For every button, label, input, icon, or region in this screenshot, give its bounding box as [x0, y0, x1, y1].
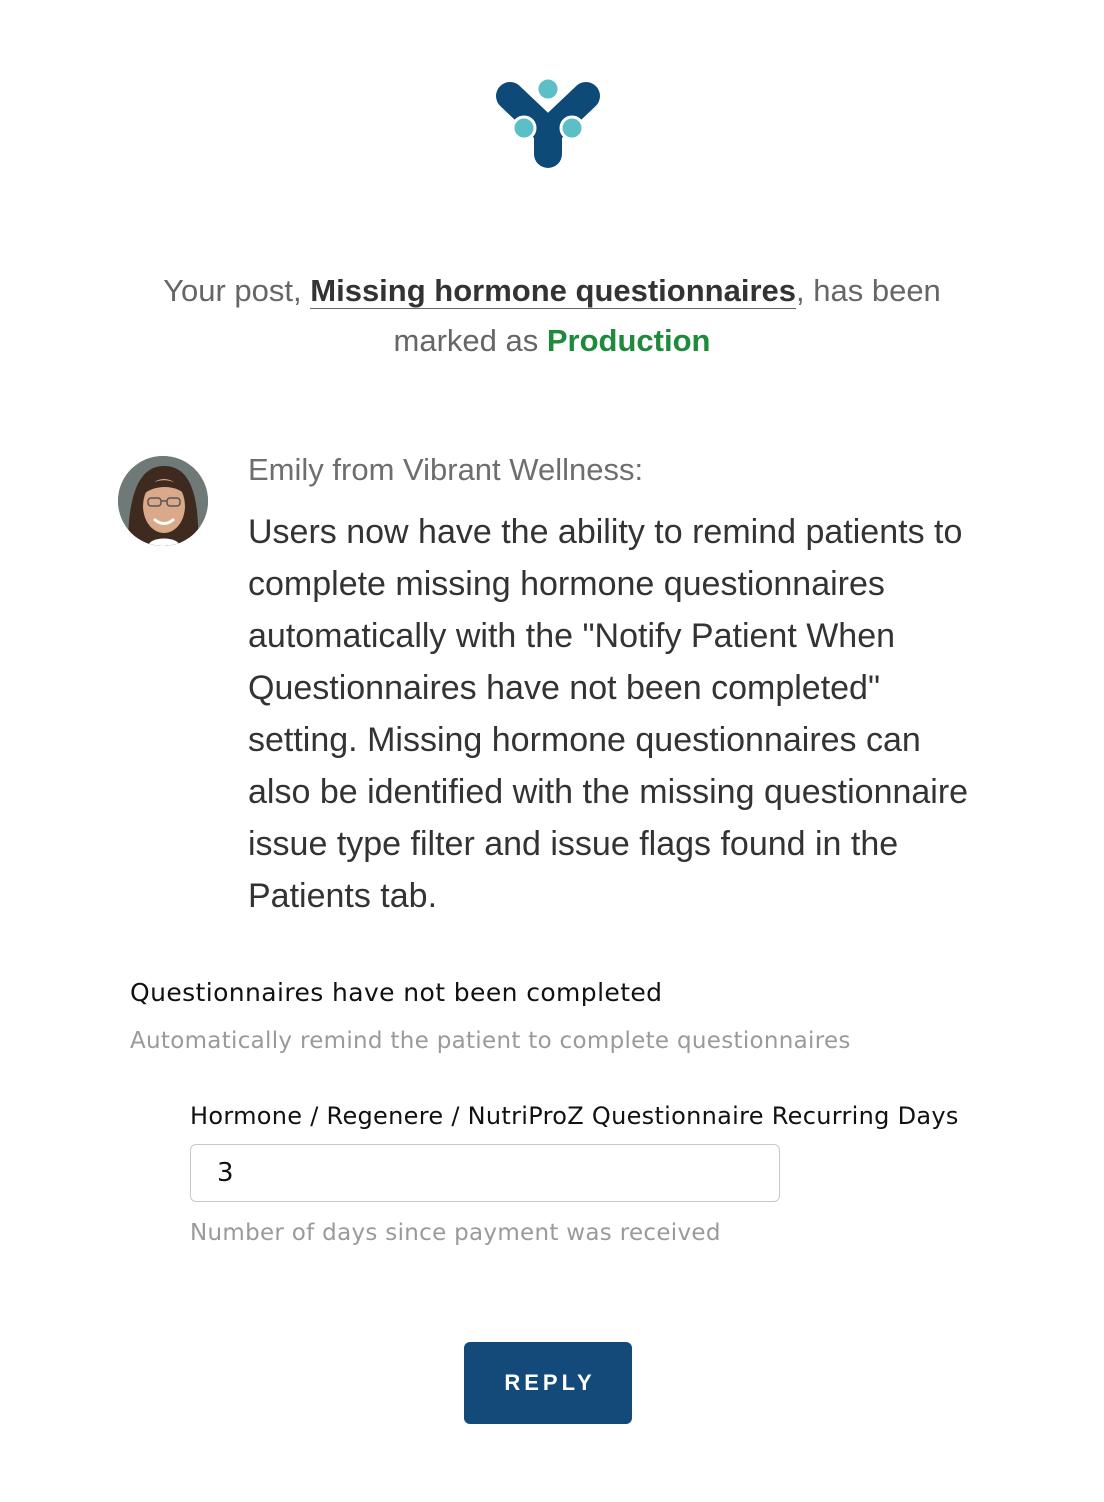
- headline-middle: , has been: [796, 273, 941, 308]
- reply-button[interactable]: REPLY: [464, 1342, 632, 1424]
- logo-dot-right: [561, 117, 583, 139]
- recurring-days-help: Number of days since payment was received: [190, 1220, 721, 1246]
- setting-title: Questionnaires have not been completed: [130, 978, 663, 1007]
- logo-dot-left: [513, 117, 535, 139]
- vibrant-wellness-logo-icon: [496, 76, 600, 172]
- recurring-days-input[interactable]: [190, 1144, 780, 1202]
- comment-author: Emily from Vibrant Wellness:: [248, 452, 644, 487]
- comment-body: Users now have the ability to remind patients to complete missing hormone questionnaires automatically with the "Notify Patient When Questionnaires have not been completed" setting. Missing hormone questionnaires can also be identified with the missing questionnaire issue type filter and issue flags found in the Patients tab.: [248, 513, 969, 915]
- status-badge: Production: [546, 323, 711, 358]
- headline-middle-2: marked as: [393, 323, 547, 358]
- setting-description: Automatically remind the patient to complete questionnaires: [130, 1028, 851, 1054]
- avatar: [118, 456, 208, 546]
- recurring-days-label: Hormone / Regenere / NutriProZ Questionnaire Recurring Days: [190, 1102, 959, 1130]
- headline-prefix: Your post,: [163, 273, 311, 308]
- status-headline: [100, 266, 1004, 366]
- logo-dot-top: [537, 78, 559, 100]
- post-title-link[interactable]: Missing hormone questionnaires: [310, 273, 797, 308]
- user-avatar-photo: [118, 456, 208, 546]
